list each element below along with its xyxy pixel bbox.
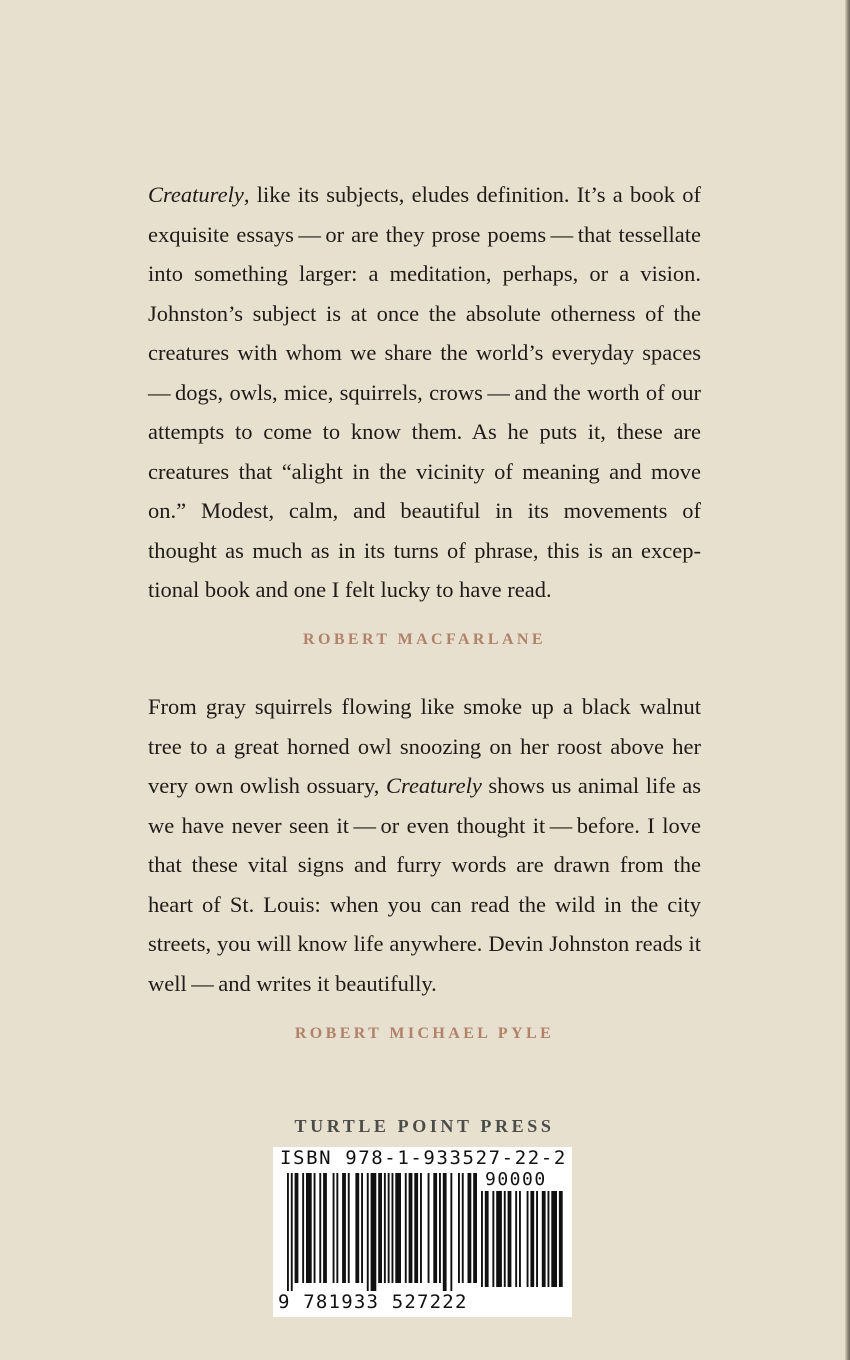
barcode-bar (462, 1173, 464, 1283)
isbn-label: ISBN 978-1-933527-22-2 (280, 1147, 567, 1169)
barcode-bar (395, 1173, 401, 1283)
barcode-bar (527, 1191, 529, 1287)
addon-bars (481, 1191, 563, 1291)
spine-edge (845, 0, 850, 1360)
barcode-bar (530, 1191, 534, 1287)
barcode-bar (536, 1191, 538, 1287)
price-code: 90000 (485, 1169, 547, 1190)
barcode-bar (551, 1191, 557, 1287)
barcode-bar (342, 1173, 346, 1283)
barcode-bar (481, 1191, 483, 1287)
barcode-bar (384, 1173, 386, 1283)
barcode-bar (306, 1173, 312, 1283)
barcode-bar (302, 1173, 304, 1283)
barcode-bar (355, 1173, 359, 1283)
blurb-pyle (148, 687, 701, 1003)
barcode-bar (492, 1191, 494, 1287)
barcode-bar (433, 1173, 437, 1283)
book-title-italic: Creaturely (386, 773, 482, 798)
barcode-bar (428, 1173, 430, 1283)
barcode-bar (336, 1173, 338, 1283)
barcode-bar (323, 1173, 327, 1283)
attribution-pyle: ROBERT MICHAEL PYLE (294, 1025, 555, 1042)
barcode-bar (559, 1191, 563, 1287)
ean-digits: 9 781933 527222 (278, 1291, 468, 1313)
barcode-bar (542, 1191, 546, 1287)
barcode-bar (388, 1173, 390, 1283)
barcode-bar (485, 1191, 489, 1287)
barcode-bar (295, 1173, 299, 1283)
barcode-bar (314, 1173, 316, 1283)
barcode-bar (392, 1173, 394, 1283)
barcode-bar (420, 1173, 422, 1283)
barcode-bar (409, 1173, 413, 1283)
barcode-bar (405, 1173, 407, 1283)
barcode-bar (378, 1173, 382, 1283)
barcode-bar (450, 1173, 452, 1291)
barcode-bar (458, 1173, 460, 1283)
barcode-bar (414, 1173, 418, 1283)
barcode-bar (371, 1173, 377, 1291)
barcode-bar (504, 1191, 506, 1287)
barcode-bar (468, 1173, 472, 1283)
blurb-text-after: shows us animal life as we have never seen it — or even thought it — before. I love that these vital signs and furry words are drawn from the heart of St. Louis: when you can read the wild in the city streets, you will know life anywhere. Devin Johnston reads it well — and writes it beautifully. (148, 773, 702, 996)
publisher-name: TURTLE POINT PRESS (294, 1116, 555, 1136)
barcode-bar (291, 1173, 293, 1291)
barcode-bar (548, 1191, 550, 1287)
barcode-bar (348, 1173, 350, 1283)
blurb-text: , like its subjects, eludes definition. It’s a book of exquisite essays — or are they prose poems — that tessellate into something larger: a meditation, perhaps, or a vision. Johnston’s subject is at once the absolute otherness of the creatures with whom we share the world’s everyday spaces — dogs, owls, mice, squirrels, crows — and the worth of our attempts to come to know them. As he puts it, these are creatures that “alight in the vicinity of meaning and move on.” Modest, calm, and beautiful in its movements of thought as much as in its turns of phrase, this is an exceptional book and one I felt lucky to have read. (148, 182, 701, 602)
barcode-bar (333, 1173, 335, 1283)
barcode-bar (473, 1173, 477, 1283)
barcode-bar (508, 1191, 512, 1287)
book-title-italic: Creaturely (148, 182, 244, 207)
barcode-bar (443, 1173, 447, 1291)
isbn-barcode (273, 1147, 572, 1317)
barcode-bar (496, 1191, 502, 1287)
ean-bars (287, 1173, 477, 1291)
barcode-bar (287, 1173, 289, 1291)
barcode-bar (319, 1173, 321, 1283)
barcode-bar (439, 1173, 441, 1283)
blurb-text-before: From gray squirrels flowing like smoke up a black walnut tree to a great horned owl snoozing on her roost above her very own owlish ossuary, (148, 694, 701, 798)
barcode-bar (519, 1191, 521, 1287)
blurb-macfarlane (148, 175, 701, 610)
barcode-bar (361, 1173, 363, 1283)
barcode-bar (515, 1191, 517, 1287)
barcode-bar (367, 1173, 369, 1291)
attribution-macfarlane: ROBERT MACFARLANE (303, 631, 546, 648)
